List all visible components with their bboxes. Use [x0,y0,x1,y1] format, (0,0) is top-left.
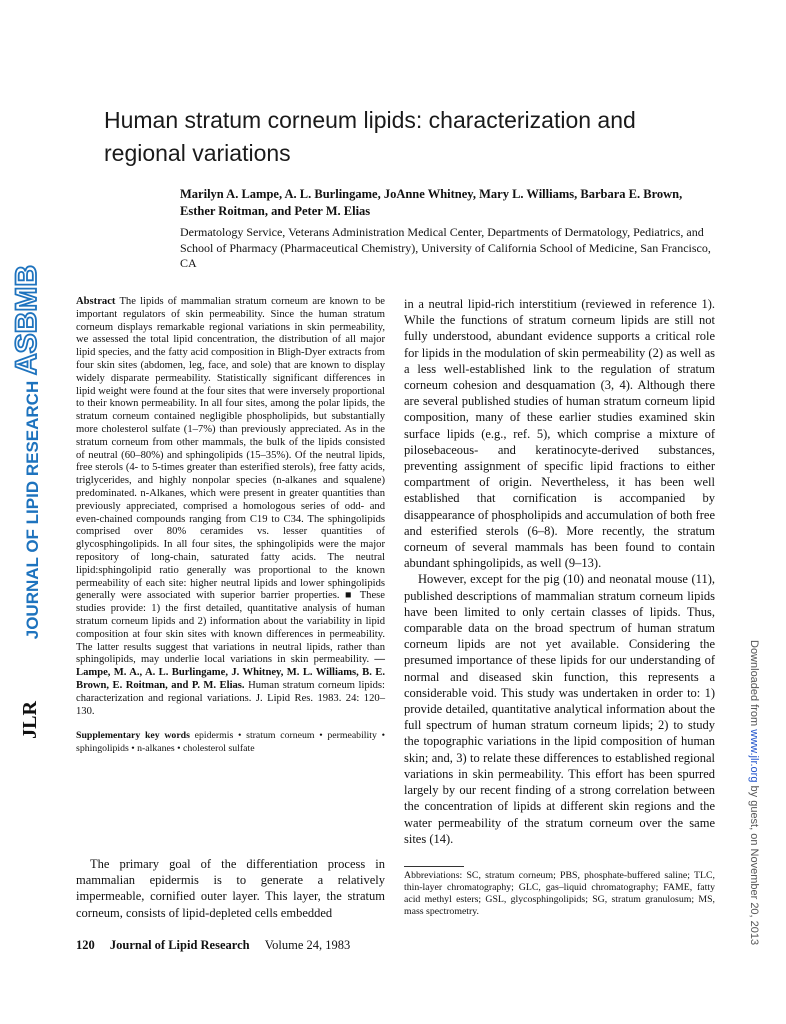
citation-authors: —Lampe, M. A., A. L. Burlingame, J. Whitney, M. L. Williams, B. E. Brown, E. Roitman, and P. M. Elias. [76,654,385,691]
page-number: 120 [76,938,95,952]
journal-name: Journal of Lipid Research [109,938,250,952]
abstract-mark-icon: ■ [345,590,355,602]
body-paragraph-2: However, except for the pig (10) and neonatal mouse (11), published descriptions of mammalian stratum corneum lipids have been limited to only certain classes of lipids. Thus, comparable data on the broad spectrum of human stratum corneum lipids are not yet available. Considering the presumed importance of these lipids for our understanding of normal and diseased skin function, this represents a considerable void. This study was undertaken in order to: 1) provide detailed, quantitative analytical information about the full spectrum of human stratum corneum lipids; 2) to study the topographic variations in the lipid composition of human skin; and, 3) to relate these differences to established regional variations in skin permeability. This effort has been spurred largely by our recent finding of a strong correlation between the concentration of lipids at different skin regions and the water permeability of the stratum corneum over the same sites (14). [404,572,715,846]
introduction [76,856,385,921]
body-paragraph-1: in a neutral lipid-rich interstitium (reviewed in reference 1). While the functions of stratum corneum lipids are still not fully understood, abundant evidence supports a critical role for lipids in the modulation of skin permeability (2) as well as a less well-established link to the regulation of stratum corneum cohesion and desquamation (3, 4). Although there are several published studies of human stratum corneum lipid composition, many of these earlier studies examined skin surface lipids (e.g., ref. 5), which comprise a mixture of pilosebaceous- and keratinocyte-derived substances, preventing assignment of specific lipid fractions to either compartment of origin. Nevertheless, it has been well established that cornification is accompanied by disappearance of phospholipids and accumulation of both free and esterified sterols (6–8). More recently, the stratum corneum of several mammals has been found to contain abundant sphingolipids, as well (9–13). [404,297,715,571]
footnote-abbreviations: Abbreviations: SC, stratum corneum; PBS, phosphate-buffered saline; TLC, thin-layer chromatography; GLC, gas–liquid chromatography; FAME, fatty acid methyl esters; GSL, glycosphingolipids; SG, stratum granulosum; MS, mass spectrometry. [404,870,715,917]
download-link[interactable]: www.jlr.org [748,729,760,783]
journal-sidebar-logo [8,220,48,780]
right-column [404,296,715,847]
affiliation: Dermatology Service, Veterans Administration Medical Center, Departments of Dermatology, Pediatrics, and School of Pharmacy (Pharmaceutical Chemistry), University of California School of Medicine, San Francisco, CA [180,225,711,270]
keywords-label: Supplementary key words [76,730,190,742]
journal-name-vertical: JOURNAL OF LIPID RESEARCH [23,380,42,640]
keywords [76,730,385,755]
download-watermark [748,640,760,945]
intro-paragraph: The primary goal of the differentiation process in mammalian epidermis is to generate a relatively impermeable, cornified outer layer. This layer, the stratum corneum, consists of lipid-depleted cells embedded [76,857,385,920]
jlr-logo: JLR [19,701,41,739]
page-footer [76,938,362,953]
abstract-body: The lipids of mammalian stratum corneum are known to be important regulators of skin permeability. Since the human stratum corneum displays remarkable regional variations in skin permeability, we assessed the total lipid concentration, the distribution of all major lipid species, and the fatty acid composition in Bligh-Dyer extracts from four skin sites (abdomen, leg, face, and sole) that are known to display widely disparate permeability. Statistically significant differences in lipid weight were found at the four sites that were inversely proportional to their known permeability. In all four sites, among the polar lipids, the stratum corneum contained negligible phospholipids, but substantially more cholesterol sulfate (1–7%) than previously appreciated. As in the stratum corneum from other mammals, the bulk of the lipids consisted of neutral (60–80%) and sphingolipids (15–35%). Of the neutral lipids, free sterols (4- to 5-times greater than esterified sterols), free fatty acids, triglycerides, and highly nonpolar species (n-alkanes and squalene) predominated. n-Alkanes, which were present in greater quantities than previously appreciated, comprised a homologous series of odd- and even-chained compounds ranging from C19 to C34. The sphingolipids comprised over 80% ceramides vs. lesser quantities of glycosphingolipids. In all four sites, the sphingolipids were the major repository of long-chain, saturated fatty acids. The neutral lipid:sphingolipid ratio generally was proportional to the known permeability of each site: higher neutral lipids and lower sphingolipids generally were associated with superior barrier properties. [76,296,385,602]
keywords-text: epidermis • stratum corneum • permeability • sphingolipids • n-alkanes • cholesterol sulfate [76,730,385,754]
article-title: Human stratum corneum lipids: characterization and regional variations [104,107,636,166]
download-suffix: by guest, on November 20, 2013 [748,785,760,946]
abstract-body-continued: These studies provide: 1) the first detailed, quantitative analysis of human stratum corneum lipids and 2) information about the variability in lipid composition at four skin sites with known differences in permeability. The latter results suggest that variations in neutral lipids, rather than sphingolipids, may underlie local variations in skin permeability. [76,590,385,666]
volume-year: Volume 24, 1983 [264,938,351,952]
left-column [76,296,385,755]
citation-details: Human stratum corneum lipids: characterization and regional variations. J. Lipid Res. 1983. 24: 120–130. [76,679,385,717]
asbmb-logo: ASBMB [10,265,43,375]
abstract [76,296,385,718]
abstract-label: Abstract [76,296,116,307]
download-prefix: Downloaded from [748,640,760,727]
author-list: Marilyn A. Lampe, A. L. Burlingame, JoAnne Whitney, Mary L. Williams, Barbara E. Brown, Esther Roitman, and Peter M. Elias [180,187,683,218]
footnote-rule [404,866,464,867]
